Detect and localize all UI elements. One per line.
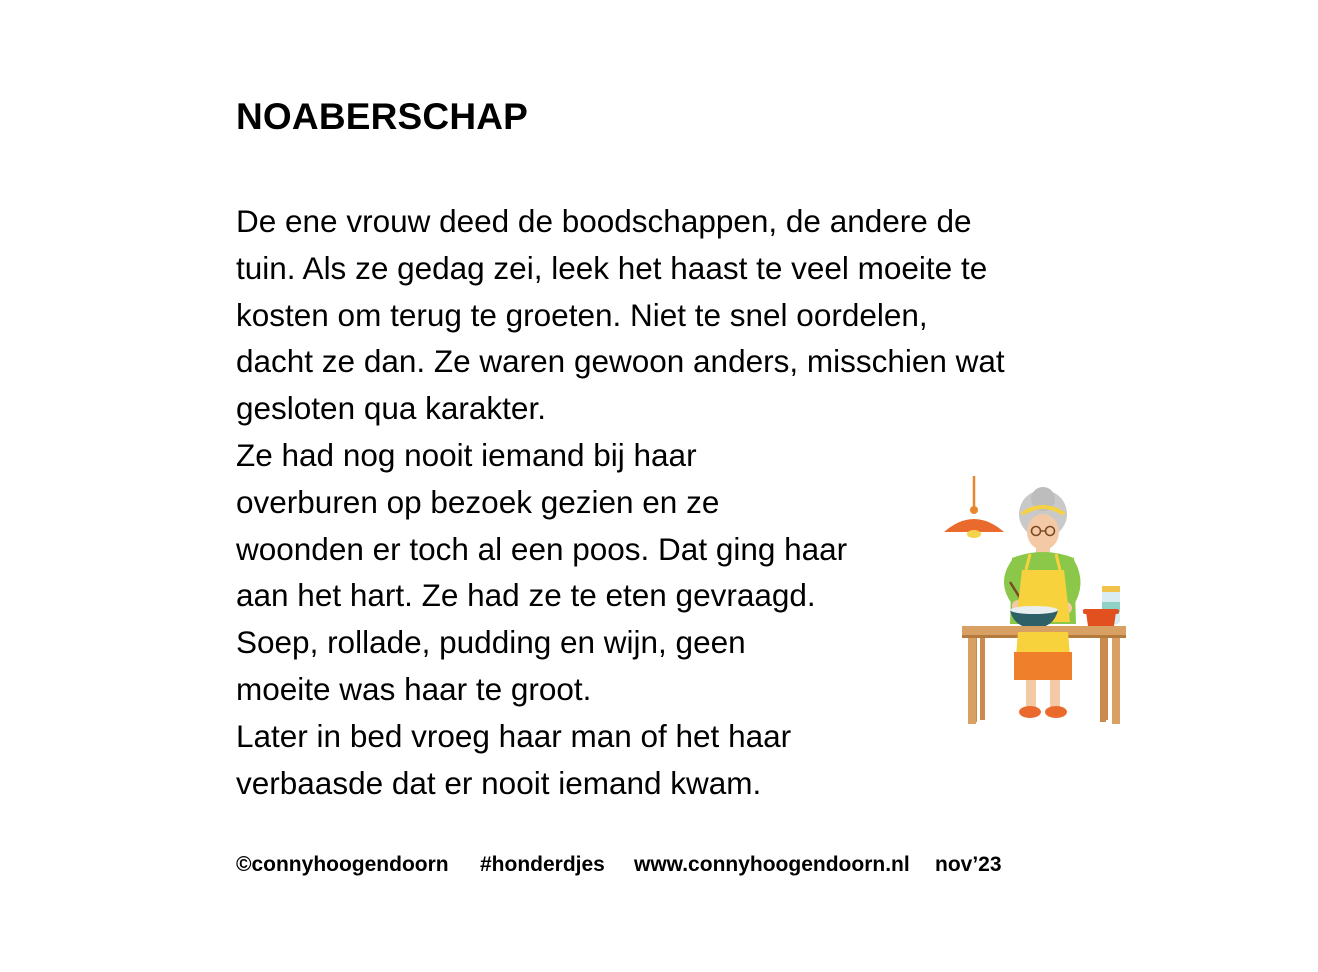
text-line: woonden er toch al een poos. Dat ging haar bbox=[236, 530, 848, 567]
text-line: aan het hart. Ze had ze te eten gevraagd. bbox=[236, 577, 816, 614]
hashtag-text: #honderdjes bbox=[480, 853, 605, 876]
text-line: kosten om terug te groeten. Niet te snel oordelen, bbox=[236, 296, 928, 333]
text-line: overburen op bezoek gezien en ze bbox=[236, 483, 720, 520]
date-text: nov’23 bbox=[935, 853, 1002, 876]
text-line: dacht ze dan. Ze waren gewoon anders, misschien wat bbox=[236, 343, 1005, 380]
text-line: moeite was haar te groot. bbox=[236, 670, 592, 707]
page-title: NOABERSCHAP bbox=[236, 96, 529, 137]
text-line: Soep, rollade, pudding en wijn, geen bbox=[236, 624, 746, 661]
cooking-grandmother-illustration bbox=[940, 474, 1130, 734]
text-line: tuin. Als ze gedag zei, leek het haast te veel moeite te bbox=[236, 249, 988, 286]
text-line: Ze had nog nooit iemand bij haar bbox=[236, 437, 697, 473]
paragraph-3 bbox=[236, 713, 791, 807]
text-line: verbaasde dat er nooit iemand kwam. bbox=[236, 764, 762, 801]
paragraph-2 bbox=[236, 432, 847, 713]
paragraph-1 bbox=[236, 198, 1005, 432]
copyright-text: ©connyhoogendoorn bbox=[236, 853, 449, 876]
text-line: De ene vrouw deed de boodschappen, de andere de bbox=[236, 203, 972, 239]
website-link[interactable]: www.connyhoogendoorn.nl bbox=[634, 853, 910, 876]
text-line: gesloten qua karakter. bbox=[236, 390, 546, 427]
text-line: Later in bed vroeg haar man of het haar bbox=[236, 718, 792, 754]
